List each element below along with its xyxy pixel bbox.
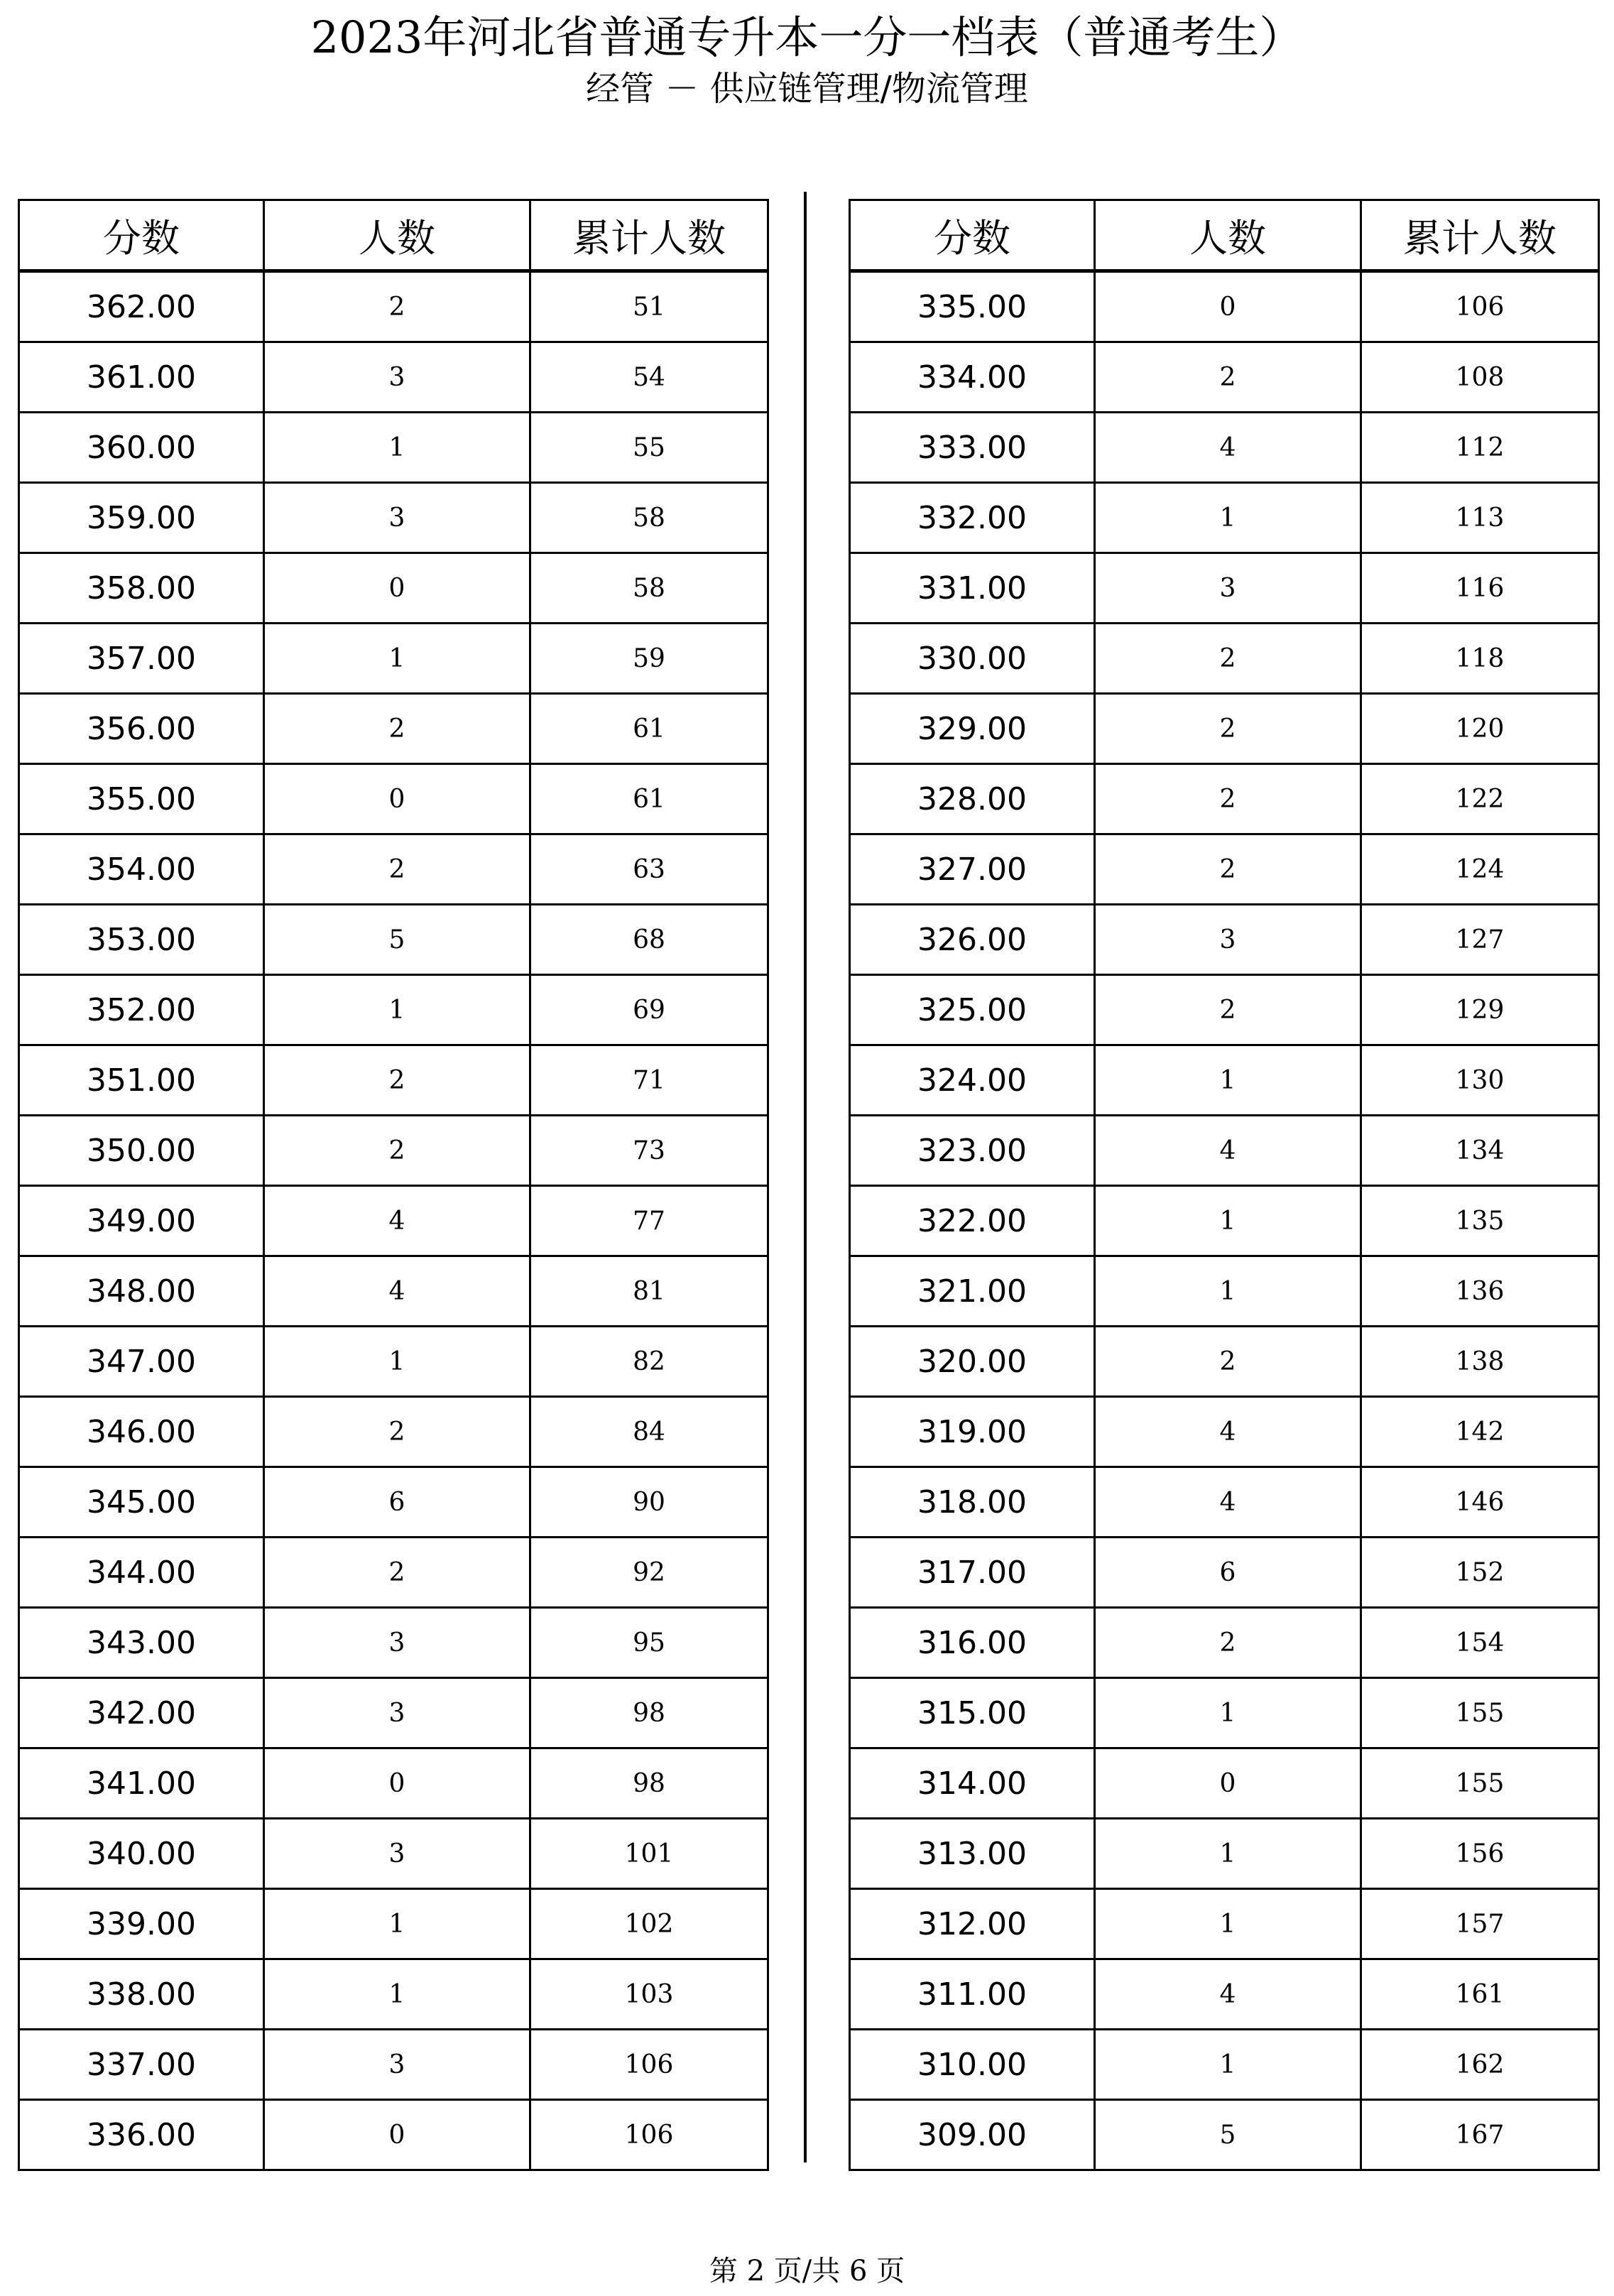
score-cell: 313.00 <box>850 1819 1095 1889</box>
cumulative-cell: 81 <box>530 1256 768 1327</box>
table-row <box>850 1538 1599 1608</box>
cumulative-cell: 120 <box>1361 694 1599 764</box>
count-cell: 2 <box>264 1116 530 1186</box>
score-cell: 344.00 <box>19 1538 264 1608</box>
score-cell: 357.00 <box>19 624 264 694</box>
count-cell: 1 <box>1095 1889 1361 1959</box>
score-cell: 310.00 <box>850 2030 1095 2100</box>
count-cell: 3 <box>264 483 530 553</box>
score-cell: 328.00 <box>850 764 1095 834</box>
page-title: 2023年河北省普通专升本一分一档表（普通考生） <box>310 11 1304 63</box>
table-row <box>850 1045 1599 1116</box>
cumulative-cell: 82 <box>530 1327 768 1397</box>
count-cell: 4 <box>1095 1397 1361 1467</box>
cumulative-cell: 58 <box>530 483 768 553</box>
table-row <box>850 1467 1599 1538</box>
count-cell: 0 <box>264 1748 530 1819</box>
count-cell: 3 <box>1095 553 1361 624</box>
table-row <box>850 1608 1599 1678</box>
table-row <box>850 764 1599 834</box>
cumulative-cell: 152 <box>1361 1538 1599 1608</box>
cumulative-cell: 106 <box>530 2030 768 2100</box>
count-cell: 3 <box>1095 905 1361 975</box>
score-cell: 335.00 <box>850 271 1095 342</box>
count-cell: 2 <box>264 694 530 764</box>
count-cell: 0 <box>264 2100 530 2170</box>
table-row <box>19 1678 768 1748</box>
score-cell: 321.00 <box>850 1256 1095 1327</box>
cumulative-cell: 118 <box>1361 624 1599 694</box>
cumulative-cell: 63 <box>530 834 768 905</box>
cumulative-cell: 136 <box>1361 1256 1599 1327</box>
score-cell: 322.00 <box>850 1186 1095 1256</box>
cumulative-cell: 55 <box>530 413 768 483</box>
cumulative-cell: 155 <box>1361 1748 1599 1819</box>
table-row <box>19 413 768 483</box>
table-row <box>850 1678 1599 1748</box>
score-cell: 318.00 <box>850 1467 1095 1538</box>
page-subtitle: 经管 － 供应链管理/物流管理 <box>586 69 1028 109</box>
table-row <box>850 483 1599 553</box>
score-cell: 315.00 <box>850 1678 1095 1748</box>
count-cell: 1 <box>264 975 530 1045</box>
score-cell: 332.00 <box>850 483 1095 553</box>
cumulative-cell: 124 <box>1361 834 1599 905</box>
score-cell: 336.00 <box>19 2100 264 2170</box>
count-cell: 2 <box>264 271 530 342</box>
score-cell: 355.00 <box>19 764 264 834</box>
count-cell: 2 <box>1095 834 1361 905</box>
count-cell: 1 <box>1095 1819 1361 1889</box>
table-header-row <box>850 200 1599 271</box>
cumulative-cell: 161 <box>1361 1959 1599 2030</box>
score-cell: 362.00 <box>19 271 264 342</box>
count-cell: 2 <box>264 1397 530 1467</box>
column-header-score: 分数 <box>19 200 264 271</box>
score-cell: 324.00 <box>850 1045 1095 1116</box>
cumulative-cell: 113 <box>1361 483 1599 553</box>
table-row <box>19 1959 768 2030</box>
cumulative-cell: 77 <box>530 1186 768 1256</box>
score-cell: 323.00 <box>850 1116 1095 1186</box>
score-cell: 334.00 <box>850 342 1095 413</box>
count-cell: 2 <box>264 1045 530 1116</box>
count-cell: 2 <box>264 834 530 905</box>
table-row <box>19 905 768 975</box>
count-cell: 4 <box>264 1186 530 1256</box>
cumulative-cell: 135 <box>1361 1186 1599 1256</box>
table-row <box>19 1748 768 1819</box>
score-cell: 342.00 <box>19 1678 264 1748</box>
cumulative-cell: 122 <box>1361 764 1599 834</box>
count-cell: 1 <box>1095 1045 1361 1116</box>
cumulative-cell: 146 <box>1361 1467 1599 1538</box>
count-cell: 1 <box>1095 1186 1361 1256</box>
cumulative-cell: 138 <box>1361 1327 1599 1397</box>
score-cell: 359.00 <box>19 483 264 553</box>
table-row <box>19 1538 768 1608</box>
cumulative-cell: 90 <box>530 1467 768 1538</box>
cumulative-cell: 106 <box>530 2100 768 2170</box>
count-cell: 3 <box>264 1819 530 1889</box>
table-row <box>19 1186 768 1256</box>
table-row <box>19 271 768 342</box>
table-row <box>850 624 1599 694</box>
cumulative-cell: 71 <box>530 1045 768 1116</box>
table-row <box>850 1397 1599 1467</box>
score-cell: 354.00 <box>19 834 264 905</box>
cumulative-cell: 54 <box>530 342 768 413</box>
score-cell: 361.00 <box>19 342 264 413</box>
table-row <box>19 483 768 553</box>
score-cell: 338.00 <box>19 1959 264 2030</box>
score-cell: 339.00 <box>19 1889 264 1959</box>
count-cell: 2 <box>1095 342 1361 413</box>
table-row <box>850 1256 1599 1327</box>
cumulative-cell: 129 <box>1361 975 1599 1045</box>
count-cell: 4 <box>1095 1116 1361 1186</box>
cumulative-cell: 167 <box>1361 2100 1599 2170</box>
table-row <box>19 1256 768 1327</box>
count-cell: 1 <box>1095 2030 1361 2100</box>
cumulative-cell: 61 <box>530 764 768 834</box>
count-cell: 3 <box>264 2030 530 2100</box>
table-header-row <box>19 200 768 271</box>
column-header-cumulative: 累计人数 <box>1361 200 1599 271</box>
score-cell: 320.00 <box>850 1327 1095 1397</box>
cumulative-cell: 95 <box>530 1608 768 1678</box>
score-cell: 341.00 <box>19 1748 264 1819</box>
cumulative-cell: 127 <box>1361 905 1599 975</box>
table-row <box>19 1116 768 1186</box>
table-row <box>850 975 1599 1045</box>
table-row <box>850 553 1599 624</box>
score-cell: 329.00 <box>850 694 1095 764</box>
cumulative-cell: 155 <box>1361 1678 1599 1748</box>
table-row <box>19 2100 768 2170</box>
count-cell: 6 <box>264 1467 530 1538</box>
table-row <box>19 764 768 834</box>
score-cell: 353.00 <box>19 905 264 975</box>
count-cell: 5 <box>264 905 530 975</box>
score-cell: 340.00 <box>19 1819 264 1889</box>
table-row <box>19 694 768 764</box>
cumulative-cell: 130 <box>1361 1045 1599 1116</box>
table-row <box>850 413 1599 483</box>
cumulative-cell: 106 <box>1361 271 1599 342</box>
table-row <box>850 834 1599 905</box>
score-table-left-body <box>19 271 768 2170</box>
cumulative-cell: 98 <box>530 1748 768 1819</box>
count-cell: 3 <box>264 1678 530 1748</box>
column-header-count: 人数 <box>264 200 530 271</box>
cumulative-cell: 116 <box>1361 553 1599 624</box>
cumulative-cell: 108 <box>1361 342 1599 413</box>
table-row <box>850 1819 1599 1889</box>
count-cell: 1 <box>264 1959 530 2030</box>
cumulative-cell: 84 <box>530 1397 768 1467</box>
cumulative-cell: 112 <box>1361 413 1599 483</box>
table-row <box>19 624 768 694</box>
cumulative-cell: 156 <box>1361 1819 1599 1889</box>
table-row <box>850 342 1599 413</box>
cumulative-cell: 102 <box>530 1889 768 1959</box>
column-divider <box>804 192 807 2162</box>
count-cell: 2 <box>1095 975 1361 1045</box>
score-cell: 312.00 <box>850 1889 1095 1959</box>
score-cell: 311.00 <box>850 1959 1095 2030</box>
score-cell: 348.00 <box>19 1256 264 1327</box>
score-cell: 349.00 <box>19 1186 264 1256</box>
cumulative-cell: 68 <box>530 905 768 975</box>
table-row <box>850 1327 1599 1397</box>
count-cell: 1 <box>1095 483 1361 553</box>
cumulative-cell: 103 <box>530 1959 768 2030</box>
count-cell: 3 <box>264 1608 530 1678</box>
cumulative-cell: 59 <box>530 624 768 694</box>
table-row <box>850 1116 1599 1186</box>
score-cell: 350.00 <box>19 1116 264 1186</box>
count-cell: 4 <box>1095 413 1361 483</box>
count-cell: 4 <box>1095 1959 1361 2030</box>
score-cell: 316.00 <box>850 1608 1095 1678</box>
table-row <box>19 342 768 413</box>
score-cell: 325.00 <box>850 975 1095 1045</box>
count-cell: 2 <box>1095 1608 1361 1678</box>
cumulative-cell: 142 <box>1361 1397 1599 1467</box>
count-cell: 1 <box>1095 1256 1361 1327</box>
score-cell: 327.00 <box>850 834 1095 905</box>
cumulative-cell: 157 <box>1361 1889 1599 1959</box>
score-table-left <box>18 199 769 2171</box>
column-header-count: 人数 <box>1095 200 1361 271</box>
table-row <box>19 1889 768 1959</box>
table-row <box>19 1608 768 1678</box>
table-row <box>19 553 768 624</box>
score-cell: 309.00 <box>850 2100 1095 2170</box>
table-row <box>19 2030 768 2100</box>
score-cell: 319.00 <box>850 1397 1095 1467</box>
count-cell: 1 <box>264 1327 530 1397</box>
table-row <box>19 1819 768 1889</box>
cumulative-cell: 69 <box>530 975 768 1045</box>
table-row <box>850 905 1599 975</box>
cumulative-cell: 154 <box>1361 1608 1599 1678</box>
column-header-cumulative: 累计人数 <box>530 200 768 271</box>
score-table-right <box>849 199 1600 2171</box>
count-cell: 1 <box>264 1889 530 1959</box>
count-cell: 2 <box>1095 694 1361 764</box>
count-cell: 1 <box>264 413 530 483</box>
count-cell: 1 <box>264 624 530 694</box>
cumulative-cell: 61 <box>530 694 768 764</box>
score-cell: 351.00 <box>19 1045 264 1116</box>
score-cell: 352.00 <box>19 975 264 1045</box>
score-cell: 330.00 <box>850 624 1095 694</box>
table-row <box>19 975 768 1045</box>
count-cell: 6 <box>1095 1538 1361 1608</box>
count-cell: 0 <box>264 553 530 624</box>
score-cell: 345.00 <box>19 1467 264 1538</box>
table-row <box>850 1959 1599 2030</box>
cumulative-cell: 101 <box>530 1819 768 1889</box>
count-cell: 1 <box>1095 1678 1361 1748</box>
table-row <box>19 1467 768 1538</box>
score-cell: 343.00 <box>19 1608 264 1678</box>
cumulative-cell: 134 <box>1361 1116 1599 1186</box>
count-cell: 2 <box>1095 624 1361 694</box>
count-cell: 2 <box>1095 1327 1361 1397</box>
count-cell: 0 <box>264 764 530 834</box>
table-row <box>850 694 1599 764</box>
page-number: 第 2 页/共 6 页 <box>709 2255 905 2287</box>
table-row <box>19 1397 768 1467</box>
score-cell: 347.00 <box>19 1327 264 1397</box>
table-row <box>850 2100 1599 2170</box>
cumulative-cell: 98 <box>530 1678 768 1748</box>
score-cell: 317.00 <box>850 1538 1095 1608</box>
score-cell: 346.00 <box>19 1397 264 1467</box>
count-cell: 2 <box>264 1538 530 1608</box>
count-cell: 4 <box>1095 1467 1361 1538</box>
count-cell: 4 <box>264 1256 530 1327</box>
score-cell: 331.00 <box>850 553 1095 624</box>
cumulative-cell: 73 <box>530 1116 768 1186</box>
cumulative-cell: 51 <box>530 271 768 342</box>
score-cell: 356.00 <box>19 694 264 764</box>
cumulative-cell: 92 <box>530 1538 768 1608</box>
score-cell: 314.00 <box>850 1748 1095 1819</box>
table-row <box>19 834 768 905</box>
score-cell: 326.00 <box>850 905 1095 975</box>
table-row <box>850 2030 1599 2100</box>
count-cell: 0 <box>1095 271 1361 342</box>
cumulative-cell: 162 <box>1361 2030 1599 2100</box>
table-row <box>850 1889 1599 1959</box>
table-row <box>19 1327 768 1397</box>
count-cell: 0 <box>1095 1748 1361 1819</box>
score-cell: 337.00 <box>19 2030 264 2100</box>
cumulative-cell: 58 <box>530 553 768 624</box>
column-header-score: 分数 <box>850 200 1095 271</box>
table-row <box>19 1045 768 1116</box>
score-cell: 358.00 <box>19 553 264 624</box>
count-cell: 2 <box>1095 764 1361 834</box>
table-row <box>850 271 1599 342</box>
table-row <box>850 1748 1599 1819</box>
count-cell: 5 <box>1095 2100 1361 2170</box>
score-table-right-body <box>850 271 1599 2170</box>
table-row <box>850 1186 1599 1256</box>
score-cell: 360.00 <box>19 413 264 483</box>
count-cell: 3 <box>264 342 530 413</box>
score-cell: 333.00 <box>850 413 1095 483</box>
